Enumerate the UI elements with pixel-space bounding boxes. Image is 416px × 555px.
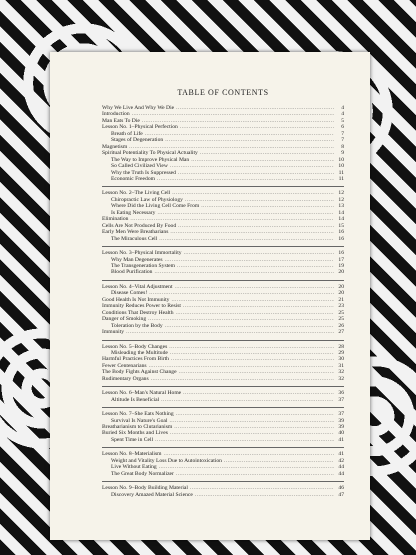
toc-entry-page: 20	[338, 269, 344, 276]
toc-entry-title: Lesson No. 1–Physical Perfection	[102, 124, 178, 131]
toc-entry-page: 19	[338, 262, 344, 269]
toc-entry-title: Good Health Is Not Immunity	[102, 296, 170, 303]
dot-leader	[151, 376, 334, 382]
toc-entry-page: 16	[338, 250, 344, 257]
toc-section	[102, 386, 344, 403]
toc-entry-page: 36	[338, 390, 344, 397]
toc-entry-page: 14	[338, 216, 344, 223]
toc-entry-title: Is Eating Necessary	[111, 209, 156, 216]
toc-entry-page: 30	[338, 356, 344, 363]
toc-entry-page: 20	[338, 290, 344, 297]
toc-entry-title: Cells Are Not Produced By Food	[102, 222, 177, 229]
toc-entry-title: Early Men Were Breatharians	[102, 229, 169, 236]
toc-entry-page: 27	[338, 329, 344, 336]
toc-entry-title: Live Without Eating	[111, 464, 157, 471]
book-page	[50, 52, 370, 540]
toc-entry-page: 12	[338, 190, 344, 197]
toc-entry-title: Magnetism	[102, 143, 128, 150]
toc-entry-title: So Called Civilized View	[111, 163, 168, 170]
toc-entry-page: 10	[338, 163, 344, 170]
dot-leader	[126, 329, 334, 335]
toc-entry-title: Lesson No. 7–She Eats Nothing	[102, 411, 174, 418]
toc-entry-title: The Transgeneration System	[111, 262, 176, 269]
toc-entry	[102, 329, 344, 335]
toc-entry-page: 37	[338, 411, 344, 418]
toc-entry-page: 41	[338, 451, 344, 458]
toc-entry-page: 12	[338, 196, 344, 203]
toc-section	[102, 280, 344, 336]
toc-entry-page: 20	[338, 283, 344, 290]
toc-entry-title: Altitude Is Beneficial	[111, 396, 160, 403]
toc-entry-title: The Way to Improve Physical Man	[111, 156, 190, 163]
toc-entry-page: 21	[338, 296, 344, 303]
toc-entry-page: 16	[338, 229, 344, 236]
toc-entry-page: 44	[338, 464, 344, 471]
page-title: TABLE OF CONTENTS	[177, 88, 269, 97]
dot-leader	[157, 176, 334, 182]
toc-entry-page: 6	[341, 124, 344, 131]
toc-entry-title: Conditions That Destroy Health	[102, 309, 174, 316]
toc-entry-title: Economic Freedom	[111, 175, 155, 182]
dot-leader	[154, 269, 334, 275]
toc-entry-page: 46	[338, 485, 344, 492]
toc-entry-page: 14	[338, 209, 344, 216]
toc-entry	[102, 397, 344, 403]
toc-entry-title: The Great Body Normalizer	[111, 470, 174, 477]
toc-entry-title: Discovery Amazed Material Science	[111, 491, 193, 498]
toc-entry-page: 8	[341, 143, 344, 150]
toc-entry-title: Misleading the Multitude	[111, 349, 168, 356]
toc-entry-page: 15	[338, 222, 344, 229]
toc-entry-title: Stages of Degeneration	[111, 137, 164, 144]
toc-entry-title: Blood Purification	[111, 269, 153, 276]
toc-entry-page: 39	[338, 417, 344, 424]
toc-entry-title: Lesson No. 2–The Living Cell	[102, 190, 171, 197]
toc-entry-page: 25	[338, 309, 344, 316]
toc-entry-title: Spent Time in Cell	[111, 436, 154, 443]
dot-leader	[195, 492, 334, 498]
toc-entry-page: 23	[338, 303, 344, 310]
toc-entry-title: Lesson No. 5–Body Changes	[102, 343, 168, 350]
toc-entry	[102, 471, 344, 477]
toc-entry-title: Lesson No. 4–Vital Adjustment	[102, 283, 173, 290]
toc-entry-title: Rudimentary Organs	[102, 375, 149, 382]
toc-entry-page: 5	[341, 117, 344, 124]
table-of-contents	[102, 105, 344, 498]
toc-entry-page: 7	[341, 130, 344, 137]
toc-entry	[102, 176, 344, 182]
dot-leader	[159, 236, 334, 242]
toc-entry-page: 9	[341, 150, 344, 157]
toc-entry-title: Why Man Degenerates	[111, 256, 163, 263]
toc-entry-page: 16	[338, 235, 344, 242]
toc-entry-title: Spiritual Potentiality To Physical Actuality	[102, 150, 198, 157]
toc-section	[102, 105, 344, 182]
toc-entry-title: Buried Six Months and Lives	[102, 430, 168, 437]
toc-entry-title: Lesson No. 6–Man's Natural Home	[102, 390, 182, 397]
toc-entry-page: 41	[338, 436, 344, 443]
toc-section	[102, 186, 344, 242]
toc-entry-title: Where Did the Living Cell Come From	[111, 203, 200, 210]
dot-leader	[176, 471, 334, 477]
toc-entry-title: Lesson No. 8–Materialism	[102, 451, 162, 458]
toc-section	[102, 447, 344, 477]
toc-entry-page: 42	[338, 457, 344, 464]
toc-entry	[102, 376, 344, 382]
toc-section	[102, 246, 344, 276]
toc-entry-title: Survival Is Nature's Goal	[111, 417, 168, 424]
toc-entry-page: 11	[338, 175, 344, 182]
toc-section	[102, 340, 344, 383]
toc-entry-title: Why We Live And Why We Die	[102, 105, 175, 111]
toc-entry-title: Danger of Smoking	[102, 316, 147, 323]
toc-entry-title: The Body Fights Against Change	[102, 369, 177, 376]
toc-entry-title: Chiropractic Law of Physiology	[111, 196, 183, 203]
toc-entry-title: Fewer Centenarians	[102, 362, 147, 369]
toc-entry-title: The Miraculous Cell	[111, 235, 158, 242]
toc-entry-page: 31	[338, 362, 344, 369]
toc-entry-title: Man Eats To Die	[102, 117, 140, 124]
toc-entry-title: Introduction	[102, 111, 130, 118]
toc-entry-title: Why the Truth Is Suppressed	[111, 169, 176, 176]
toc-entry-title: Elimination	[102, 216, 129, 223]
toc-entry-page: 29	[338, 349, 344, 356]
toc-entry-page: 40	[338, 430, 344, 437]
toc-entry-title: Immunity	[102, 329, 125, 336]
toc-entry-title: Lesson No. 9–Body Building Material	[102, 485, 188, 492]
toc-entry-page: 37	[338, 396, 344, 403]
toc-entry-title: Breath of Life	[111, 130, 143, 137]
toc-section	[102, 481, 344, 498]
toc-entry-page: 25	[338, 316, 344, 323]
toc-entry	[102, 492, 344, 498]
toc-entry-page: 10	[338, 156, 344, 163]
toc-entry-title: Toleration by the Body	[111, 322, 163, 329]
dot-leader	[155, 437, 334, 443]
toc-entry-page: 47	[338, 491, 344, 498]
toc-entry-page: 4	[341, 105, 344, 111]
toc-entry	[102, 437, 344, 443]
toc-entry-title: Lesson No. 3–Physical Immortality	[102, 250, 182, 257]
toc-entry-title: Harmful Practices From Birth	[102, 356, 169, 363]
toc-entry-page: 11	[338, 169, 344, 176]
toc-entry-page: 28	[338, 343, 344, 350]
toc-entry-title: Weight and Vitality Loss Due to Autointoxication	[111, 457, 222, 464]
toc-entry-title: Immunity Reduces Power to Resist	[102, 303, 181, 310]
toc-entry-title: Breatharianism to Clutarianism	[102, 424, 173, 431]
toc-entry-page: 32	[338, 375, 344, 382]
toc-entry-title: Disease Comes!	[111, 290, 148, 297]
toc-entry-page: 13	[338, 203, 344, 210]
toc-section	[102, 407, 344, 443]
toc-entry-page: 4	[341, 111, 344, 118]
toc-entry-page: 44	[338, 470, 344, 477]
toc-entry-page: 26	[338, 322, 344, 329]
toc-entry-page: 39	[338, 424, 344, 431]
toc-entry-page: 32	[338, 369, 344, 376]
dot-leader	[161, 397, 334, 403]
toc-entry-page: 7	[341, 137, 344, 144]
toc-entry-page: 17	[338, 256, 344, 263]
toc-entry	[102, 269, 344, 275]
toc-entry	[102, 236, 344, 242]
